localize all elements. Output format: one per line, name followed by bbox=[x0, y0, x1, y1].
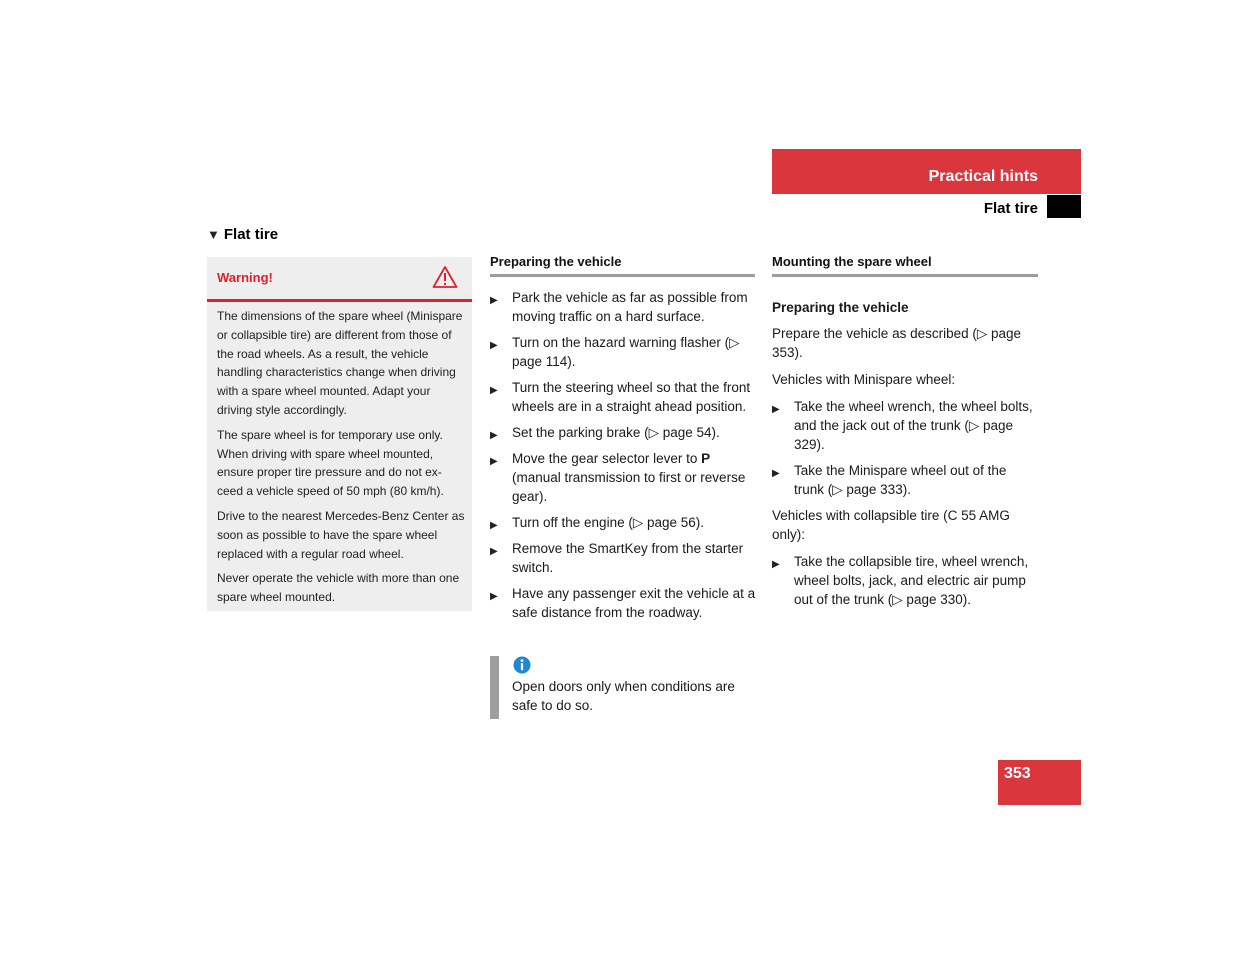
chapter-title: Practical hints bbox=[928, 168, 1038, 185]
step-text: Have any passenger exit the vehicle at a safe distance from the roadway. bbox=[512, 586, 756, 620]
step-text: Turn on the hazard warning flasher (▷ page 114). bbox=[512, 335, 740, 369]
list-item bbox=[490, 449, 756, 506]
bullet-icon: ▶ bbox=[772, 468, 780, 479]
list-item bbox=[490, 333, 756, 371]
column-heading-preparing-vehicle: Preparing the vehicle bbox=[490, 254, 755, 277]
warning-label: Warning! bbox=[217, 270, 273, 285]
bullet-icon: ▶ bbox=[490, 591, 498, 602]
list-item bbox=[490, 584, 756, 622]
intro-text: Prepare the vehicle as described (▷ page 353). bbox=[772, 326, 1022, 360]
step-text: Remove the SmartKey from the starter switch. bbox=[512, 541, 744, 575]
section-heading-text: Flat tire bbox=[223, 226, 279, 243]
running-section-title: Flat tire bbox=[983, 200, 1038, 217]
minispare-label: Vehicles with Minispare wheel: bbox=[772, 372, 956, 387]
gear-position-p: P bbox=[701, 451, 711, 466]
info-side-bar bbox=[490, 656, 499, 719]
step-text: Park the vehicle as far as possible from moving traffic on a hard surface. bbox=[512, 290, 748, 324]
list-item bbox=[772, 397, 1038, 454]
list-item bbox=[772, 552, 1038, 609]
warning-paragraph: Never operate the vehicle with more than one spare wheel mounted. bbox=[217, 571, 460, 605]
list-item bbox=[772, 461, 1038, 499]
list-item bbox=[490, 378, 756, 416]
bullet-icon: ▶ bbox=[490, 546, 498, 557]
subheading: Preparing the vehicle bbox=[772, 300, 909, 315]
list-item bbox=[490, 423, 756, 442]
bullet-icon: ▶ bbox=[490, 385, 498, 396]
list-item bbox=[490, 513, 756, 532]
bullet-icon: ▶ bbox=[772, 404, 780, 415]
bullet-icon: ▶ bbox=[490, 520, 498, 531]
bullet-icon: ▶ bbox=[490, 430, 498, 441]
bullet-icon: ▶ bbox=[490, 456, 498, 467]
warning-paragraph: The spare wheel is for temporary use only. When driving with spare wheel mounted, ensure proper tire pressure and do not ex-ceed a vehicle speed of 50 mph (80 km/h). bbox=[217, 427, 444, 499]
step-text: Take the collapsible tire, wheel wrench, wheel bolts, jack, and electric air pump out of the trunk (▷ page 330). bbox=[794, 554, 1029, 607]
preparation-steps-list bbox=[490, 288, 756, 629]
step-text: Turn off the engine (▷ page 56). bbox=[512, 515, 705, 530]
step-text: Set the parking brake (▷ page 54). bbox=[512, 425, 720, 440]
warning-header bbox=[207, 257, 472, 302]
list-item bbox=[490, 539, 756, 577]
collapsible-label: Vehicles with collapsible tire (C 55 AMG only): bbox=[772, 508, 1010, 542]
warning-paragraph: Drive to the nearest Mercedes-Benz Center as soon as possible to have the spare wheel replaced with a regular road wheel. bbox=[217, 508, 465, 561]
info-text: Open doors only when conditions are safe to do so. bbox=[512, 679, 735, 713]
thumb-tab-marker bbox=[1047, 195, 1081, 218]
warning-box bbox=[207, 257, 472, 611]
collapsible-steps-list bbox=[772, 552, 1038, 609]
step-text: Turn the steering wheel so that the front wheels are in a straight ahead position. bbox=[512, 380, 751, 414]
bullet-icon: ▶ bbox=[490, 295, 498, 306]
section-marker-icon: ▼ bbox=[207, 227, 220, 242]
step-text: Move the gear selector lever to P (manual transmission to first or reverse gear). bbox=[512, 451, 746, 504]
page-number: 353 bbox=[1004, 765, 1031, 782]
mounting-body bbox=[772, 298, 1038, 616]
column-heading-mounting-spare: Mounting the spare wheel bbox=[772, 254, 1038, 277]
section-heading bbox=[207, 226, 278, 243]
bullet-icon: ▶ bbox=[772, 559, 780, 570]
bullet-icon: ▶ bbox=[490, 340, 498, 351]
warning-body bbox=[217, 307, 467, 613]
info-icon bbox=[513, 656, 531, 674]
warning-triangle-icon bbox=[432, 265, 458, 289]
info-note bbox=[490, 656, 755, 719]
warning-paragraph: The dimensions of the spare wheel (Minispare or collapsible tire) are different from those of the road wheels. As a result, the vehicle handling characteristics change when driving with a spare wheel mounted. Adapt your driving style accordingly. bbox=[217, 309, 463, 417]
list-item bbox=[490, 288, 756, 326]
minispare-steps-list bbox=[772, 397, 1038, 499]
step-text: Take the wheel wrench, the wheel bolts, and the jack out of the trunk (▷ page 329). bbox=[794, 399, 1033, 452]
step-text: Take the Minispare wheel out of the trunk (▷ page 333). bbox=[794, 463, 1007, 497]
